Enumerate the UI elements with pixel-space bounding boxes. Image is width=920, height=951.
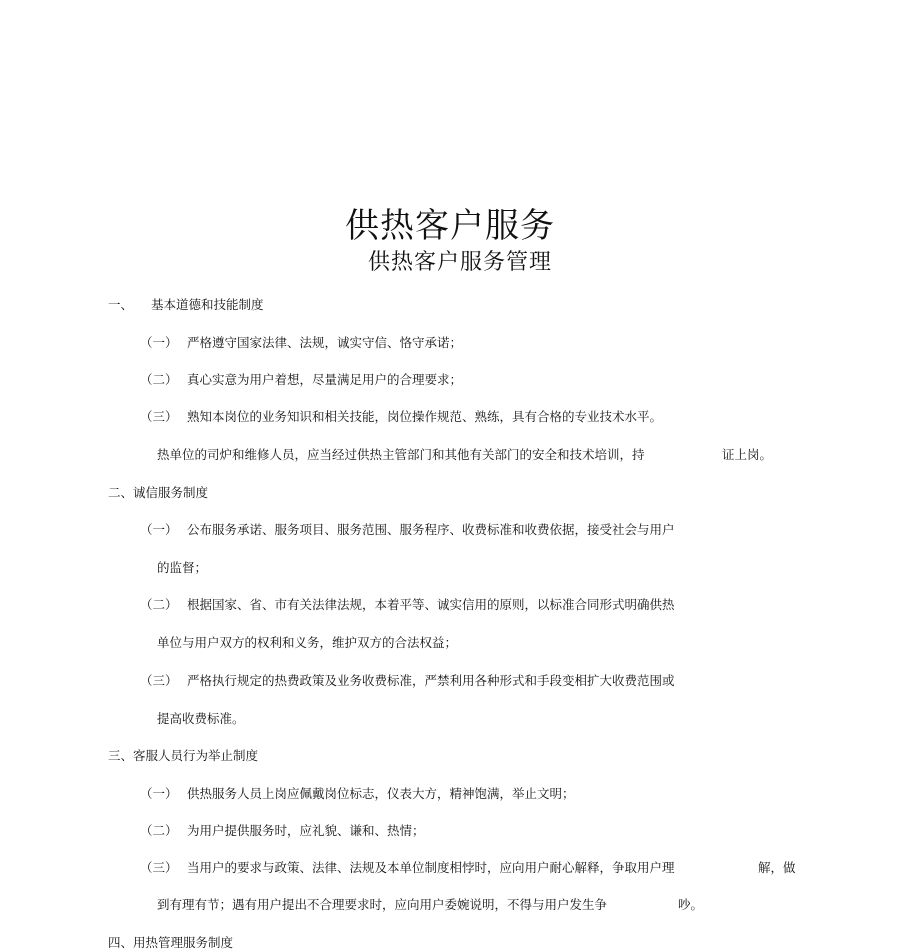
item-number: （一） [140, 786, 178, 801]
item-text: 真心实意为用户着想，尽量满足用户的合理要求； [187, 372, 463, 387]
item-text: 严格执行规定的热费政策及业务收费标准，严禁利用各种形式和手段变相扩大收费范围或 [187, 673, 675, 688]
item-continuation: 单位与用户双方的权利和义务，维护双方的合法权益； [157, 635, 458, 650]
item-text: 严格遵守国家法律、法规，诚实守信、恪守承诺； [187, 335, 463, 350]
item-text: 当用户的要求与政策、法律、法规及本单位制度相悖时，应向用户耐心解释，争取用户理 [187, 860, 675, 875]
paragraph-text: 热单位的司炉和维修人员，应当经过供热主管部门和其他有关部门的安全和技术培训，持 [157, 447, 645, 462]
section-1-number: 一、 [108, 297, 134, 312]
item-continuation: 提高收费标准。 [157, 711, 245, 726]
item-number: （一） [140, 522, 178, 537]
item-text: 熟知本岗位的业务知识和相关技能，岗位操作规范、熟练，具有合格的专业技术水平。 [187, 409, 663, 424]
item-continuation-end: 吵。 [678, 897, 704, 912]
section-2-heading: 二、诚信服务制度 [108, 485, 209, 500]
item-text: 根据国家、省、市有关法律法规，本着平等、诚实信用的原则，以标准合同形式明确供热 [187, 597, 675, 612]
item-text: 为用户提供服务时，应礼貌、谦和、热情； [187, 823, 425, 838]
item-number: （一） [140, 335, 178, 350]
document-title: 供热客户服务 [345, 206, 555, 246]
item-number: （三） [140, 860, 178, 875]
item-continuation: 的监督； [157, 560, 208, 575]
section-3-heading: 三、客服人员行为举止制度 [108, 748, 259, 763]
section-1-title: 基本道德和技能制度 [151, 297, 264, 312]
paragraph-text-end: 证上岗。 [722, 447, 773, 462]
section-4-heading: 四、用热管理服务制度 [108, 935, 234, 950]
item-number: （二） [140, 823, 178, 838]
document-subtitle: 供热客户服务管理 [368, 250, 553, 275]
item-text: 供热服务人员上岗应佩戴岗位标志，仪表大方，精神饱满，举止文明； [187, 786, 575, 801]
item-number: （三） [140, 673, 178, 688]
item-number: （三） [140, 409, 178, 424]
item-continuation: 到有理有节；遇有用户提出不合理要求时，应向用户委婉说明，不得与用户发生争 [157, 897, 608, 912]
item-text-end: 解，做 [758, 860, 796, 875]
item-text: 公布服务承诺、服务项目、服务范围、服务程序、收费标准和收费依据，接受社会与用户 [187, 522, 675, 537]
section-1-heading [108, 295, 264, 313]
item-number: （二） [140, 597, 178, 612]
item-number: （二） [140, 372, 178, 387]
